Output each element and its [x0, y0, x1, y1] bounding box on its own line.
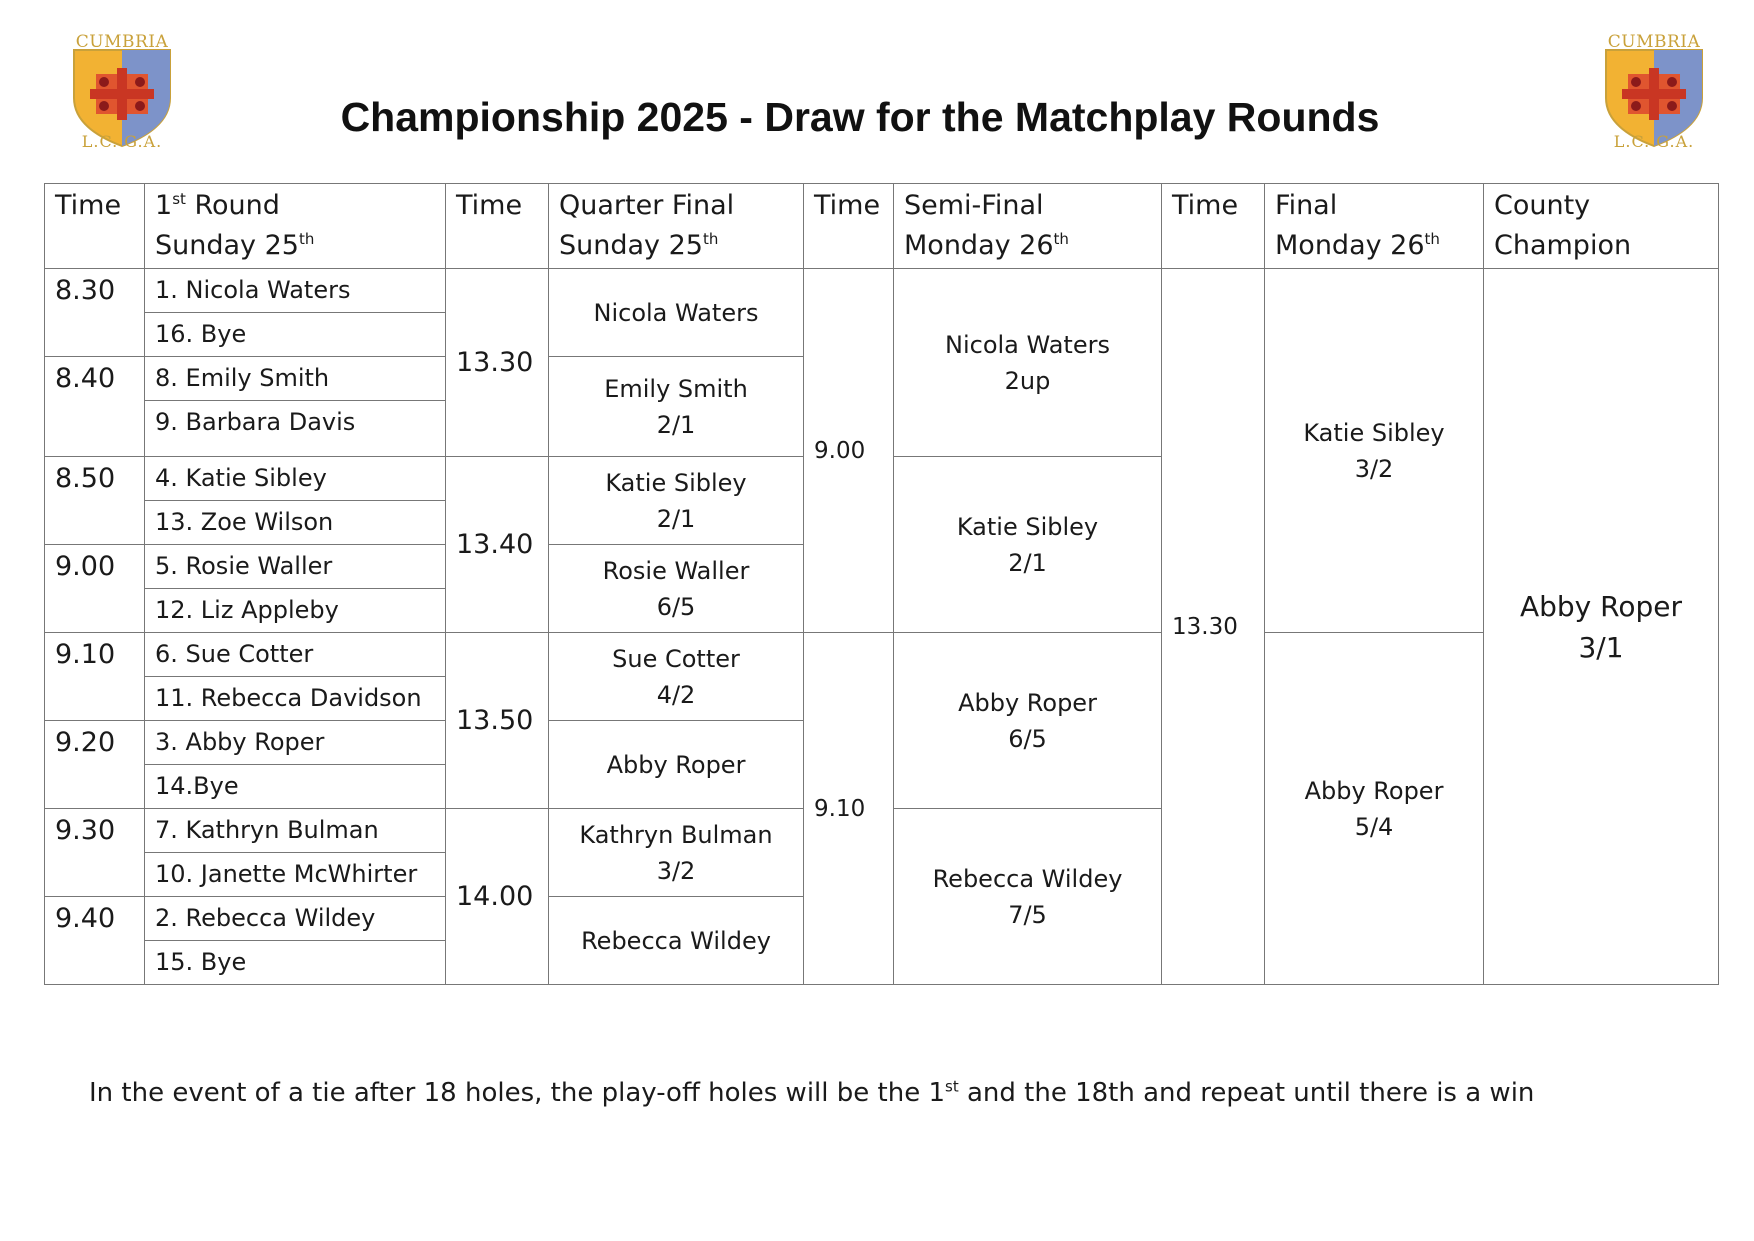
header-champion-line2: Champion — [1494, 230, 1632, 261]
r1-time: 9.20 — [45, 721, 145, 809]
r1-player: 16. Bye — [145, 313, 446, 357]
draw-table — [44, 183, 1719, 985]
header-round1 — [145, 184, 446, 269]
r1-player: 6. Sue Cotter — [145, 633, 446, 677]
sf-winner-name: Rebecca Wildey — [932, 864, 1123, 893]
tie-rule-note — [89, 1078, 1534, 1108]
table-row — [45, 633, 1719, 677]
qf-time: 13.30 — [446, 269, 549, 457]
sf-winner — [894, 269, 1162, 457]
final-winner — [1265, 633, 1484, 985]
header-qf-date: Sunday 25 — [559, 230, 703, 261]
qf-winner-name: Abby Roper — [606, 750, 746, 779]
header-qf-date-sup: th — [702, 230, 719, 248]
header-time-final: Time — [1162, 184, 1265, 269]
crest-logo-right — [1600, 28, 1708, 152]
r1-time: 9.30 — [45, 809, 145, 897]
final-winner — [1265, 269, 1484, 633]
header-final-label: Final — [1275, 190, 1338, 221]
r1-player: 2. Rebecca Wildey — [145, 897, 446, 941]
qf-winner-name: Emily Smith — [604, 374, 748, 403]
sf-winner-score: 6/5 — [1008, 724, 1047, 753]
qf-winner-score: 2/1 — [656, 410, 696, 439]
header-qf-label: Quarter Final — [559, 190, 735, 221]
qf-winner-name: Nicola Waters — [593, 298, 759, 327]
crest-bottom-text: L.C. G.A. — [1613, 132, 1695, 151]
header-champion — [1484, 184, 1719, 269]
crest-bottom-text: L.C. G.A. — [81, 132, 163, 151]
r1-player: 12. Liz Appleby — [145, 589, 446, 633]
qf-winner-name: Katie Sibley — [605, 468, 747, 497]
header-final-date-sup: th — [1424, 230, 1440, 248]
county-champion — [1484, 269, 1719, 985]
qf-winner-name: Sue Cotter — [612, 644, 740, 673]
sf-winner-score: 2up — [1004, 366, 1051, 395]
qf-winner-name: Rosie Waller — [602, 556, 750, 585]
sf-winner-name: Abby Roper — [958, 688, 1097, 717]
qf-winner-score: 3/2 — [656, 856, 696, 885]
final-winner-score: 3/2 — [1354, 454, 1394, 483]
qf-winner — [549, 721, 804, 809]
r1-player: 8. Emily Smith — [145, 357, 446, 401]
qf-winner — [549, 357, 804, 457]
header-sf-label: Semi-Final — [904, 190, 1044, 221]
qf-winner — [549, 457, 804, 545]
r1-player: 14.Bye — [145, 765, 446, 809]
header-round1-label: Round — [185, 190, 280, 221]
champion-score: 3/1 — [1578, 630, 1624, 664]
header-final-date: Monday 26 — [1275, 230, 1425, 261]
qf-winner — [549, 633, 804, 721]
header-sf-date-sup: th — [1053, 230, 1069, 248]
sf-time: 9.10 — [804, 633, 894, 985]
qf-time: 13.50 — [446, 633, 549, 809]
sf-winner-score: 2/1 — [1008, 548, 1047, 577]
final-time: 13.30 — [1162, 269, 1265, 985]
qf-winner-name: Kathryn Bulman — [579, 820, 773, 849]
final-winner-score: 5/4 — [1354, 812, 1394, 841]
r1-player: 5. Rosie Waller — [145, 545, 446, 589]
table-row — [45, 269, 1719, 313]
header-sf-date: Monday 26 — [904, 230, 1054, 261]
header-round1-sup: st — [172, 190, 186, 208]
r1-player: 3. Abby Roper — [145, 721, 446, 765]
r1-player: 1. Nicola Waters — [145, 269, 446, 313]
champion-name: Abby Roper — [1519, 589, 1682, 623]
r1-player: 13. Zoe Wilson — [145, 501, 446, 545]
r1-time: 8.30 — [45, 269, 145, 357]
r1-player: 7. Kathryn Bulman — [145, 809, 446, 853]
sf-winner — [894, 457, 1162, 633]
r1-time: 9.10 — [45, 633, 145, 721]
sf-winner-name: Katie Sibley — [956, 512, 1099, 541]
r1-player: 11. Rebecca Davidson — [145, 677, 446, 721]
r1-time: 8.50 — [45, 457, 145, 545]
r1-time: 8.40 — [45, 357, 145, 457]
sf-winner — [894, 809, 1162, 985]
header-sf — [894, 184, 1162, 269]
sf-winner-score: 7/5 — [1008, 900, 1047, 929]
note-text-part1: In the event of a tie after 18 holes, the play-off holes will be the 1 — [89, 1078, 945, 1108]
header-time-sf: Time — [804, 184, 894, 269]
r1-player: 10. Janette McWhirter — [145, 853, 446, 897]
header-round1-num: 1 — [155, 190, 173, 221]
qf-winner — [549, 545, 804, 633]
r1-time: 9.40 — [45, 897, 145, 985]
qf-winner-name: Rebecca Wildey — [581, 926, 771, 955]
sf-winner — [894, 633, 1162, 809]
header-qf — [549, 184, 804, 269]
header-time-r1: Time — [45, 184, 145, 269]
note-sup: st — [945, 1077, 959, 1096]
qf-time: 14.00 — [446, 809, 549, 985]
crest-top-text: CUMBRIA — [75, 32, 169, 52]
qf-winner-score: 6/5 — [656, 592, 696, 621]
page-title: Championship 2025 - Draw for the Matchplay Rounds — [340, 94, 1380, 140]
note-text-part2: and the 18th and repeat until there is a win — [958, 1078, 1535, 1108]
r1-player: 4. Katie Sibley — [145, 457, 446, 501]
header-round1-date-sup: th — [298, 230, 315, 248]
r1-time: 9.00 — [45, 545, 145, 633]
header-champion-line1: County — [1494, 190, 1591, 221]
header-round1-date: Sunday 25 — [155, 230, 299, 261]
r1-player: 15. Bye — [145, 941, 446, 985]
header-time-qf: Time — [446, 184, 549, 269]
sf-time: 9.00 — [804, 269, 894, 633]
crest-logo-left — [68, 28, 176, 152]
header-final — [1265, 184, 1484, 269]
final-winner-name: Katie Sibley — [1303, 418, 1445, 447]
final-winner-name: Abby Roper — [1304, 776, 1444, 805]
qf-winner-score: 4/2 — [656, 680, 696, 709]
sf-winner-name: Nicola Waters — [945, 330, 1110, 359]
qf-winner — [549, 809, 804, 897]
qf-winner-score: 2/1 — [656, 504, 696, 533]
qf-winner — [549, 897, 804, 985]
header-row — [45, 184, 1719, 269]
qf-winner — [549, 269, 804, 357]
qf-time: 13.40 — [446, 457, 549, 633]
r1-player: 9. Barbara Davis — [145, 401, 446, 457]
crest-top-text: CUMBRIA — [1607, 32, 1701, 52]
